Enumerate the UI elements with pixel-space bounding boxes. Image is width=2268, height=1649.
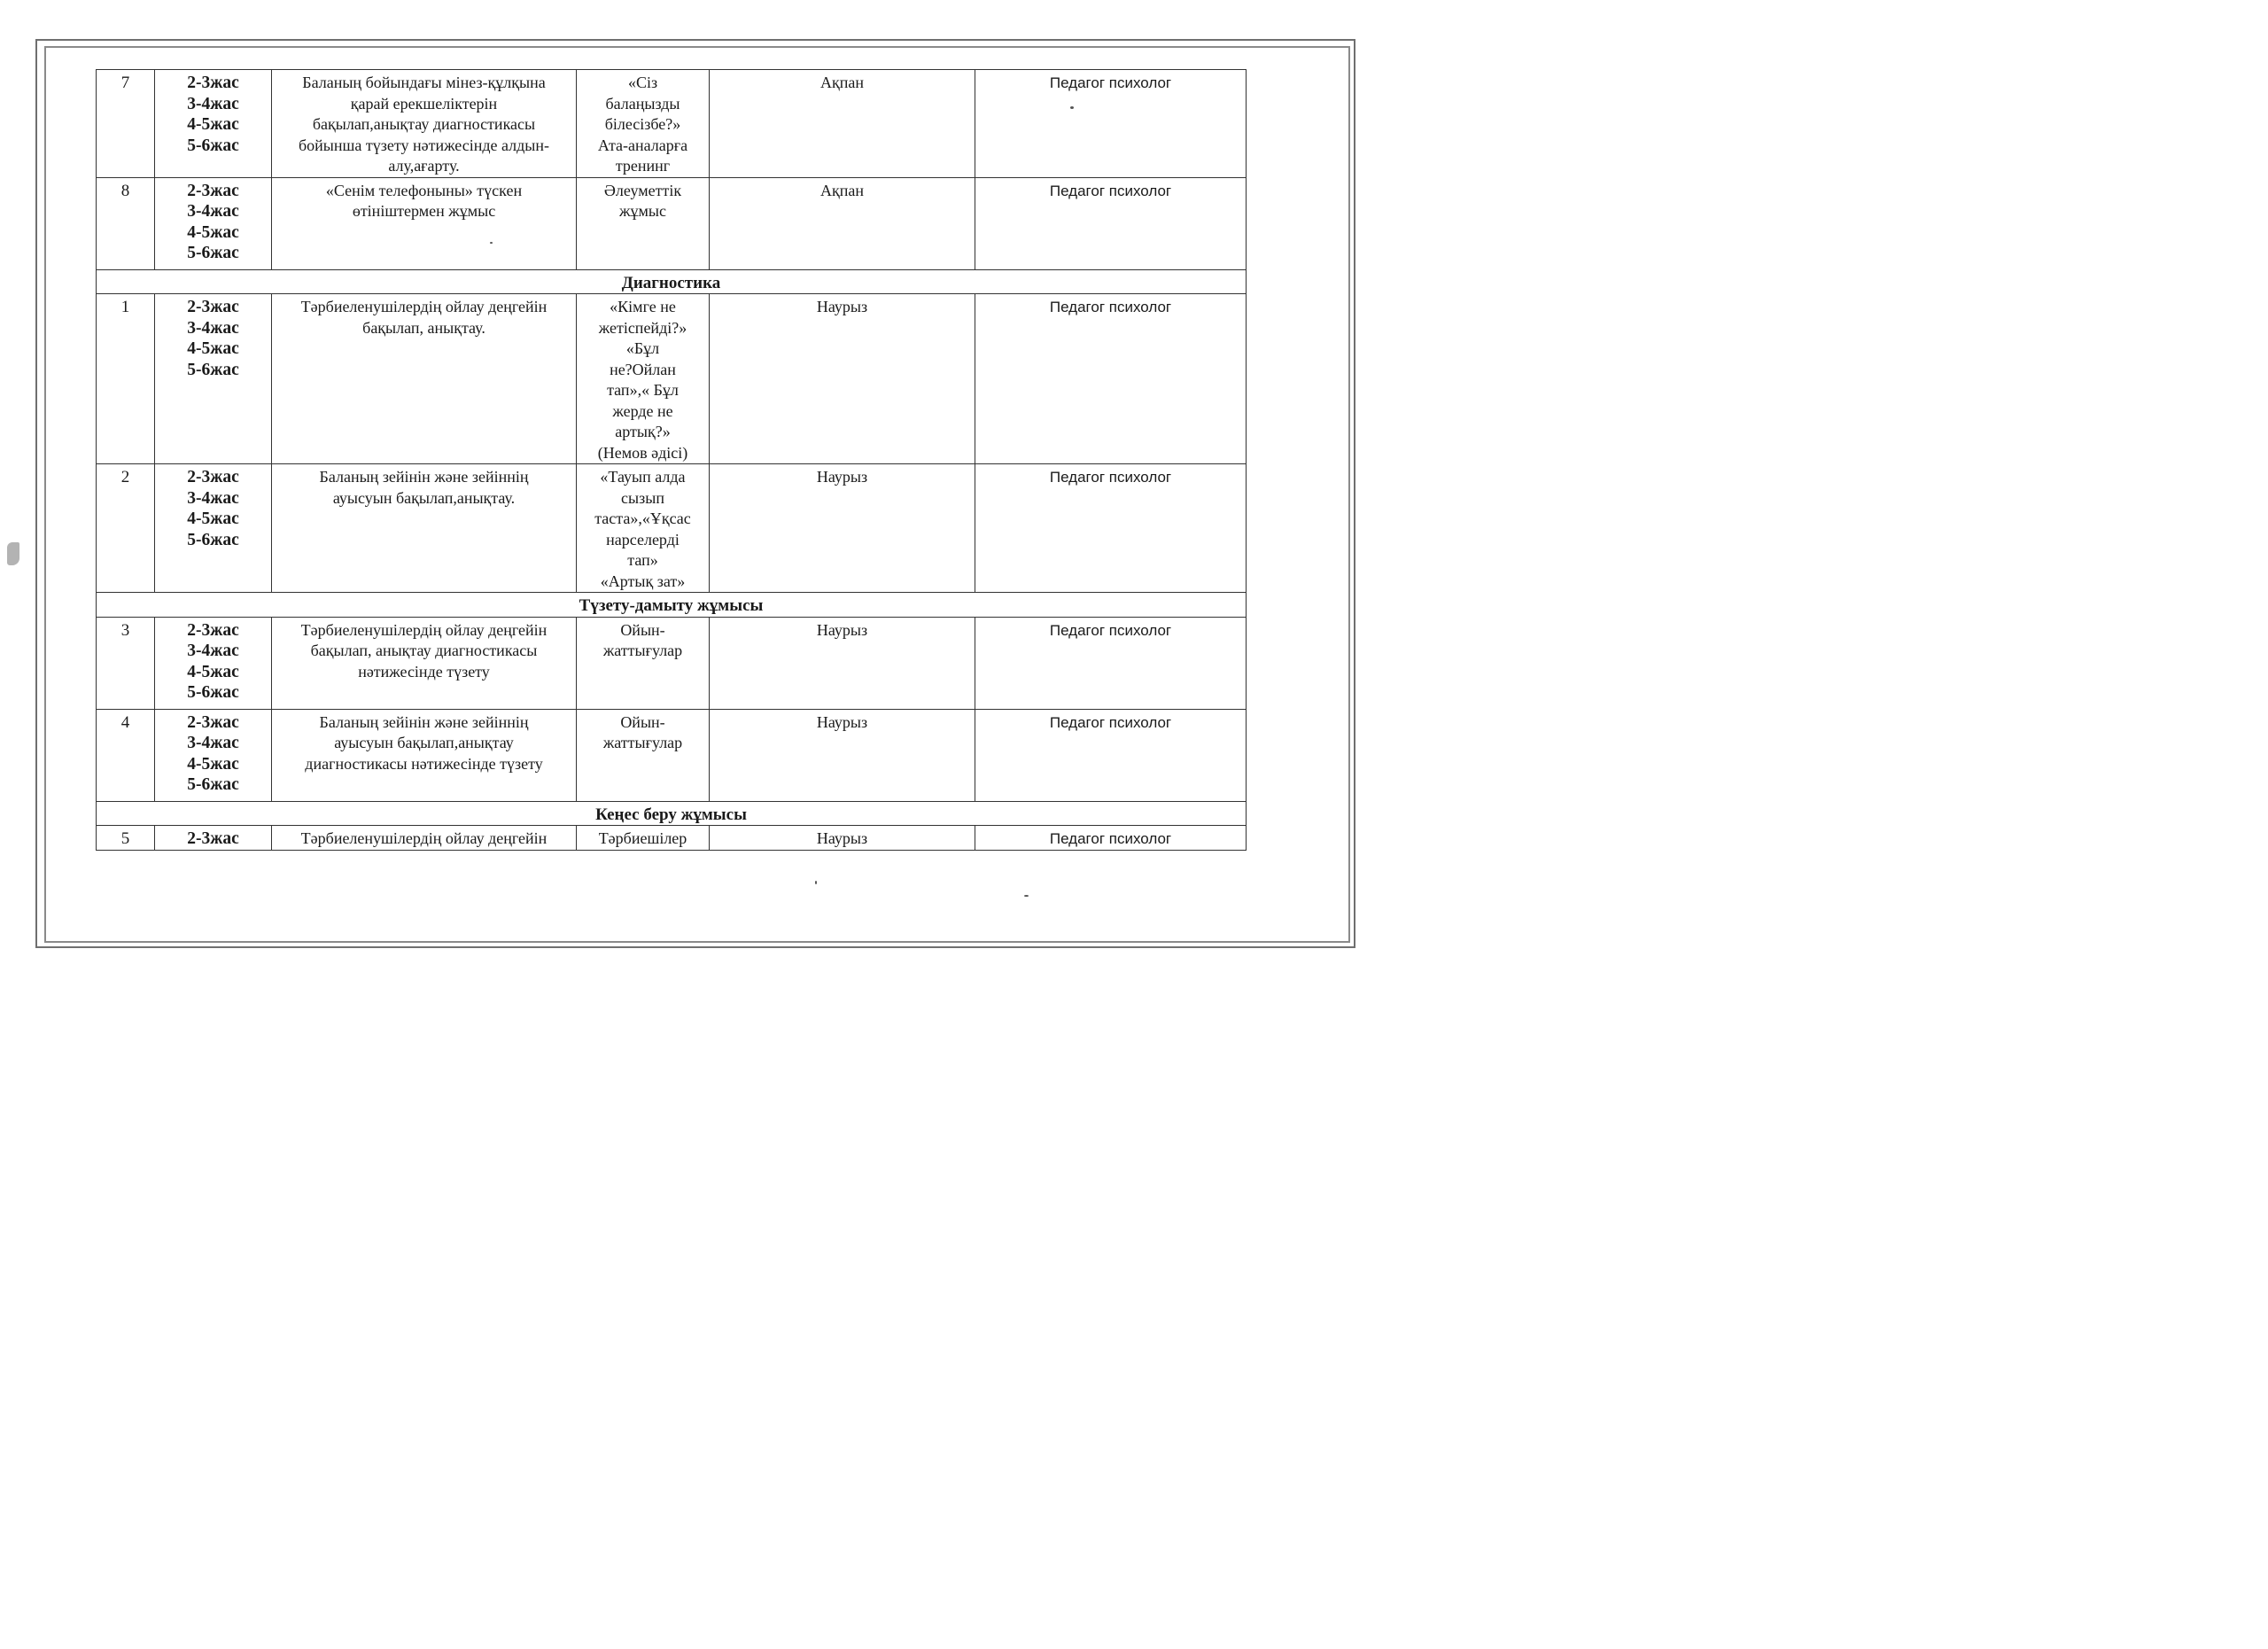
task-line: ауысуын бақылап,анықтау [334, 734, 514, 751]
responsible-cell: Педагог психолог [975, 294, 1247, 464]
age-group: 5-6жас [187, 136, 239, 155]
table-row [97, 617, 1247, 709]
age-group: 5-6жас [187, 530, 239, 549]
row-number: 8 [97, 177, 155, 269]
row-number: 7 [97, 70, 155, 178]
scan-speck [815, 881, 817, 884]
responsible-cell: Педагог психолог [975, 617, 1247, 709]
task-line: бойынша түзету нәтижесінде алдын- [299, 136, 549, 154]
section-row [97, 593, 1247, 618]
table-row [97, 70, 1247, 178]
form-line: жерде не [612, 401, 673, 420]
form-cell [577, 617, 710, 709]
age-group: 3-4жас [187, 488, 239, 508]
form-line: жетіспейді?» [598, 318, 687, 337]
form-line: «Артық зат» [600, 572, 686, 590]
table-row [97, 294, 1247, 464]
form-line: тренинг [615, 157, 671, 175]
row-number: 2 [97, 464, 155, 593]
age-group: 4-5жас [187, 754, 239, 774]
table-row [97, 464, 1247, 593]
age-group: 2-3жас [187, 298, 239, 316]
section-row [97, 801, 1247, 826]
age-group: 5-6жас [187, 360, 239, 379]
age-groups-cell [155, 617, 272, 709]
row-number: 1 [97, 294, 155, 464]
form-line: «Тауып алда [600, 468, 686, 486]
age-group: 4-5жас [187, 339, 239, 358]
age-group: 3-4жас [187, 94, 239, 113]
task-line: Тәрбиеленушілердің ойлау деңгейін [300, 829, 548, 847]
form-line: Ата-аналарға [597, 136, 688, 154]
scan-artifact [7, 542, 19, 565]
task-line: нәтижесінде түзету [358, 662, 490, 681]
responsible-cell: Педагог психолог [975, 177, 1247, 269]
form-line: балаңызды [605, 94, 680, 113]
age-group: 2-3жас [187, 74, 239, 92]
age-groups-cell [155, 70, 272, 178]
task-cell [272, 70, 577, 178]
form-line: таста»,«Ұқсас [594, 509, 691, 527]
month-cell: Наурыз [710, 826, 975, 851]
form-line: жаттығулар [602, 734, 683, 751]
task-line: бақылап,анықтау диагностикасы [312, 115, 536, 133]
scan-speck [1070, 106, 1074, 109]
month-cell: Наурыз [710, 709, 975, 801]
scan-speck [1024, 895, 1029, 897]
work-plan-table [96, 69, 1247, 851]
section-row [97, 269, 1247, 294]
task-cell [272, 177, 577, 269]
section-title: Диагностика [97, 269, 1247, 294]
form-line: Ойын- [620, 712, 665, 731]
task-line: Тәрбиеленушілердің ойлау деңгейін [300, 298, 548, 315]
form-line: нарселерді [606, 530, 680, 548]
task-line: диагностикасы нәтижесінде түзету [305, 754, 543, 773]
age-group: 5-6жас [187, 683, 239, 702]
form-line: «Кімге не [610, 298, 676, 315]
table-row [97, 709, 1247, 801]
age-groups-cell [155, 709, 272, 801]
form-cell [577, 709, 710, 801]
row-number: 5 [97, 826, 155, 851]
form-line: не?Ойлан [610, 360, 676, 378]
age-group: 3-4жас [187, 318, 239, 338]
task-cell [272, 709, 577, 801]
work-plan-body [97, 70, 1247, 851]
task-cell [272, 464, 577, 593]
task-line: ауысуын бақылап,анықтау. [332, 488, 516, 507]
form-cell [577, 177, 710, 269]
age-group: 4-5жас [187, 115, 239, 134]
age-group: 2-3жас [187, 181, 239, 200]
age-group: 4-5жас [187, 222, 239, 242]
age-groups-cell [155, 464, 272, 593]
task-line: Баланың зейінін және зейіннің [319, 712, 529, 731]
task-line: «Сенім телефоныны» түскен [325, 181, 523, 199]
responsible-cell: Педагог психолог [975, 464, 1247, 593]
task-line: бақылап, анықтау. [362, 318, 485, 337]
age-group: 2-3жас [187, 712, 239, 732]
age-group: 2-3жас [187, 829, 239, 848]
row-number: 4 [97, 709, 155, 801]
form-line: Ойын- [620, 620, 665, 639]
age-group: 4-5жас [187, 509, 239, 528]
month-cell: Наурыз [710, 464, 975, 593]
age-groups-cell [155, 294, 272, 464]
form-line: Әлеуметтік [603, 181, 682, 199]
form-line: сызып [621, 488, 664, 507]
age-group: 5-6жас [187, 775, 239, 794]
form-line: білесізбе?» [604, 115, 681, 133]
section-title: Түзету-дамыту жұмысы [97, 593, 1247, 618]
responsible-cell: Педагог психолог [975, 709, 1247, 801]
task-line: қарай ерекшеліктерін [350, 94, 498, 113]
form-line: жұмыс [619, 202, 666, 220]
form-line: артық?» [615, 423, 671, 440]
scan-speck [490, 242, 493, 244]
task-cell [272, 294, 577, 464]
form-line: «Бұл [625, 339, 660, 357]
table-row [97, 826, 1247, 851]
age-groups-cell [155, 826, 272, 851]
form-line: «Сіз [627, 74, 658, 91]
month-cell: Ақпан [710, 70, 975, 178]
task-line: Тәрбиеленушілердің ойлау деңгейін [300, 620, 548, 639]
form-line: жаттығулар [602, 642, 683, 659]
task-line: Баланың зейінін және зейіннің [319, 468, 529, 486]
task-line: Баланың бойындағы мінез-құлқына [302, 74, 546, 91]
table-row [97, 177, 1247, 269]
task-cell [272, 826, 577, 851]
task-line: өтініштермен жұмыс [352, 202, 496, 220]
responsible-cell: Педагог психолог [975, 826, 1247, 851]
task-cell [272, 617, 577, 709]
form-cell [577, 294, 710, 464]
age-group: 3-4жас [187, 642, 239, 660]
month-cell: Наурыз [710, 294, 975, 464]
age-groups-cell [155, 177, 272, 269]
age-group: 2-3жас [187, 620, 239, 640]
form-line: тап» [627, 551, 658, 569]
row-number: 3 [97, 617, 155, 709]
form-cell [577, 826, 710, 851]
age-group: 2-3жас [187, 468, 239, 486]
age-group: 4-5жас [187, 662, 239, 681]
month-cell: Наурыз [710, 617, 975, 709]
task-line: алу,ағарту. [388, 157, 460, 175]
age-group: 3-4жас [187, 202, 239, 221]
task-line: бақылап, анықтау диагностикасы [310, 642, 538, 659]
form-line: тап»,« Бұл [607, 381, 679, 399]
form-cell [577, 70, 710, 178]
responsible-cell: Педагог психолог [975, 70, 1247, 178]
month-cell: Ақпан [710, 177, 975, 269]
form-cell [577, 464, 710, 593]
age-group: 5-6жас [187, 244, 239, 262]
section-title: Кеңес беру жұмысы [97, 801, 1247, 826]
age-group: 3-4жас [187, 734, 239, 752]
form-line: (Немов әдісі) [597, 443, 688, 462]
form-line: Тәрбиешілер [598, 829, 687, 847]
